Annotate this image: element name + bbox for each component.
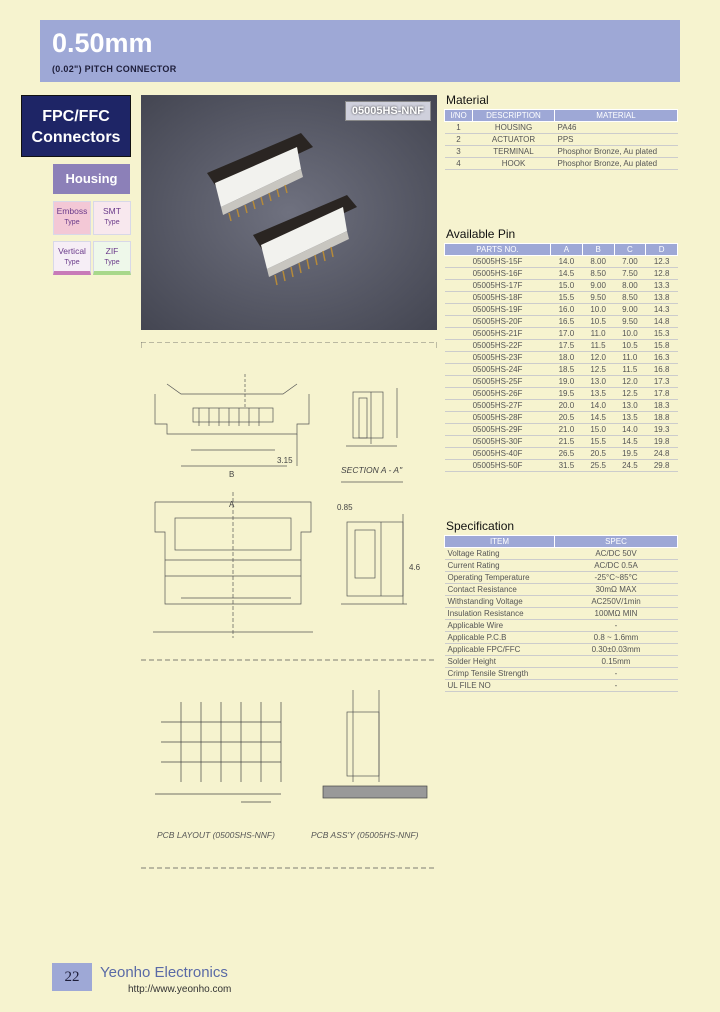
pin-row bbox=[445, 364, 678, 376]
pin-row bbox=[445, 376, 678, 388]
pin-row bbox=[445, 292, 678, 304]
spec-title: Specification bbox=[446, 519, 515, 533]
material-row bbox=[445, 158, 678, 170]
pin-col-d: D bbox=[646, 244, 678, 256]
material-body bbox=[445, 122, 678, 170]
spec-row bbox=[445, 644, 678, 656]
pin-row-cell: 8.50 bbox=[582, 268, 614, 280]
material-row-cell: 3 bbox=[445, 146, 473, 158]
spec-row-cell: Crimp Tensile Strength bbox=[445, 668, 555, 680]
pin-row-cell: 13.3 bbox=[646, 280, 678, 292]
pin-row-cell: 14.5 bbox=[582, 412, 614, 424]
pin-row-cell: 14.8 bbox=[646, 316, 678, 328]
spec-row-cell: AC250V/1min bbox=[555, 596, 678, 608]
spec-row-cell: - bbox=[555, 680, 678, 692]
pin-row-cell: 17.0 bbox=[551, 328, 583, 340]
dim-46-label: 4.6 bbox=[409, 563, 421, 572]
pin-row-cell: 8.50 bbox=[614, 292, 646, 304]
pin-row-cell: 15.3 bbox=[646, 328, 678, 340]
pin-row-cell: 7.00 bbox=[614, 256, 646, 268]
spec-col-spec: SPEC bbox=[555, 536, 678, 548]
pin-row-cell: 05005HS-20F bbox=[445, 316, 551, 328]
pin-row-cell: 12.5 bbox=[614, 388, 646, 400]
pin-row-cell: 17.8 bbox=[646, 388, 678, 400]
type-zif-label: ZIF bbox=[105, 246, 119, 256]
spec-row-cell: - bbox=[555, 668, 678, 680]
pin-row-cell: 9.50 bbox=[582, 292, 614, 304]
pin-col-c: C bbox=[614, 244, 646, 256]
dim-085-label: 0.85 bbox=[337, 503, 353, 512]
pin-row-cell: 05005HS-21F bbox=[445, 328, 551, 340]
material-col-material: MATERIAL bbox=[555, 110, 678, 122]
pin-row-cell: 05005HS-24F bbox=[445, 364, 551, 376]
pin-row bbox=[445, 268, 678, 280]
material-col-no: I/NO bbox=[445, 110, 473, 122]
spec-row bbox=[445, 608, 678, 620]
pin-row-cell: 19.5 bbox=[551, 388, 583, 400]
company-name: Yeonho Electronics bbox=[100, 964, 228, 981]
pin-row-cell: 12.0 bbox=[614, 376, 646, 388]
pin-row-cell: 21.5 bbox=[551, 436, 583, 448]
technical-drawing bbox=[141, 342, 437, 870]
material-title: Material bbox=[446, 93, 489, 107]
pin-row bbox=[445, 340, 678, 352]
spec-row-cell: 100MΩ MIN bbox=[555, 608, 678, 620]
spec-body bbox=[445, 548, 678, 692]
spec-row-cell: Operating Temperature bbox=[445, 572, 555, 584]
photo-part-label: 05005HS-NNF bbox=[345, 101, 431, 121]
pin-header-row bbox=[445, 244, 678, 256]
pin-row bbox=[445, 328, 678, 340]
dim-b-label: B bbox=[229, 470, 235, 479]
pin-row-cell: 11.0 bbox=[614, 352, 646, 364]
material-header-row bbox=[445, 110, 678, 122]
type-emboss-label: Emboss bbox=[56, 206, 88, 216]
pin-col-b: B bbox=[582, 244, 614, 256]
spec-row-cell: Applicable Wire bbox=[445, 620, 555, 632]
spec-row-cell: -25°C~85°C bbox=[555, 572, 678, 584]
spec-row-cell: Insulation Resistance bbox=[445, 608, 555, 620]
pin-row bbox=[445, 316, 678, 328]
pin-row bbox=[445, 436, 678, 448]
spec-row-cell: 0.15mm bbox=[555, 656, 678, 668]
pin-row-cell: 18.3 bbox=[646, 400, 678, 412]
pin-row-cell: 05005HS-15F bbox=[445, 256, 551, 268]
pin-row-cell: 29.8 bbox=[646, 460, 678, 472]
pin-row-cell: 13.0 bbox=[582, 376, 614, 388]
pin-row-cell: 05005HS-19F bbox=[445, 304, 551, 316]
pin-col-a: A bbox=[551, 244, 583, 256]
pin-row-cell: 9.00 bbox=[614, 304, 646, 316]
pin-row-cell: 05005HS-26F bbox=[445, 388, 551, 400]
pin-row-cell: 11.5 bbox=[582, 340, 614, 352]
pin-row bbox=[445, 304, 678, 316]
pin-row-cell: 19.3 bbox=[646, 424, 678, 436]
pin-row-cell: 15.0 bbox=[582, 424, 614, 436]
spec-row-cell: Withstanding Voltage bbox=[445, 596, 555, 608]
pin-row-cell: 05005HS-25F bbox=[445, 376, 551, 388]
pin-row-cell: 05005HS-29F bbox=[445, 424, 551, 436]
pin-row-cell: 18.5 bbox=[551, 364, 583, 376]
pin-row-cell: 15.0 bbox=[551, 280, 583, 292]
type-zif-sub: Type bbox=[104, 259, 120, 266]
pin-row-cell: 12.3 bbox=[646, 256, 678, 268]
pin-row-cell: 14.3 bbox=[646, 304, 678, 316]
spec-row bbox=[445, 668, 678, 680]
spec-row-cell: Current Rating bbox=[445, 560, 555, 572]
pin-row-cell: 20.0 bbox=[551, 400, 583, 412]
pin-row-cell: 05005HS-22F bbox=[445, 340, 551, 352]
spec-row-cell: 0.8 ~ 1.6mm bbox=[555, 632, 678, 644]
pin-row-cell: 14.5 bbox=[614, 436, 646, 448]
pin-row-cell: 13.8 bbox=[646, 292, 678, 304]
pin-row-cell: 19.8 bbox=[646, 436, 678, 448]
pin-table bbox=[444, 243, 678, 472]
pin-row bbox=[445, 448, 678, 460]
spec-row-cell: Applicable P.C.B bbox=[445, 632, 555, 644]
spec-table bbox=[444, 535, 678, 692]
drawing-svg bbox=[141, 342, 437, 870]
spec-header-row bbox=[445, 536, 678, 548]
material-row-cell: Phosphor Bronze, Au plated bbox=[555, 146, 678, 158]
type-zif-button[interactable] bbox=[93, 241, 131, 275]
type-emboss-sub: Type bbox=[64, 219, 80, 226]
dim-a-label: A bbox=[229, 500, 235, 509]
company-url[interactable]: http://www.yeonho.com bbox=[128, 984, 232, 995]
spec-row bbox=[445, 656, 678, 668]
pin-row-cell: 15.8 bbox=[646, 340, 678, 352]
pin-row-cell: 13.5 bbox=[582, 388, 614, 400]
pin-row-cell: 24.5 bbox=[614, 460, 646, 472]
material-row-cell: HOUSING bbox=[473, 122, 555, 134]
pin-row-cell: 05005HS-17F bbox=[445, 280, 551, 292]
pin-row-cell: 05005HS-50F bbox=[445, 460, 551, 472]
spec-row bbox=[445, 572, 678, 584]
spec-row-cell: AC/DC 0.5A bbox=[555, 560, 678, 572]
spec-row bbox=[445, 548, 678, 560]
pin-row-cell: 15.5 bbox=[551, 292, 583, 304]
pin-row-cell: 20.5 bbox=[582, 448, 614, 460]
pin-row-cell: 8.00 bbox=[614, 280, 646, 292]
pin-row-cell: 10.0 bbox=[614, 328, 646, 340]
pin-row-cell: 16.3 bbox=[646, 352, 678, 364]
connector-photo-image bbox=[141, 95, 437, 330]
pin-row-cell: 17.5 bbox=[551, 340, 583, 352]
pin-title: Available Pin bbox=[446, 227, 516, 241]
pin-row-cell: 05005HS-28F bbox=[445, 412, 551, 424]
pcb-layout-caption: PCB LAYOUT (0500SHS-NNF) bbox=[157, 830, 275, 840]
pin-row-cell: 10.5 bbox=[582, 316, 614, 328]
pitch-title: 0.50mm bbox=[52, 28, 153, 58]
spec-row bbox=[445, 584, 678, 596]
pin-row-cell: 17.3 bbox=[646, 376, 678, 388]
material-row bbox=[445, 134, 678, 146]
pin-row-cell: 16.0 bbox=[551, 304, 583, 316]
pin-row bbox=[445, 400, 678, 412]
pin-row bbox=[445, 460, 678, 472]
pin-row-cell: 05005HS-18F bbox=[445, 292, 551, 304]
pin-row-cell: 10.0 bbox=[582, 304, 614, 316]
pin-row-cell: 12.5 bbox=[582, 364, 614, 376]
type-emboss-button[interactable] bbox=[53, 201, 91, 235]
pin-row-cell: 9.00 bbox=[582, 280, 614, 292]
spec-row-cell: AC/DC 50V bbox=[555, 548, 678, 560]
pin-row-cell: 24.8 bbox=[646, 448, 678, 460]
pin-row-cell: 12.0 bbox=[582, 352, 614, 364]
pin-row-cell: 05005HS-40F bbox=[445, 448, 551, 460]
material-row-cell: 4 bbox=[445, 158, 473, 170]
pin-row-cell: 05005HS-27F bbox=[445, 400, 551, 412]
material-row-cell: PPS bbox=[555, 134, 678, 146]
pin-col-part: PARTS NO. bbox=[445, 244, 551, 256]
spec-row bbox=[445, 596, 678, 608]
pin-row-cell: 14.5 bbox=[551, 268, 583, 280]
pin-row-cell: 10.5 bbox=[614, 340, 646, 352]
category-line2: Connectors bbox=[31, 129, 121, 146]
pin-row-cell: 15.5 bbox=[582, 436, 614, 448]
spec-row-cell: 30mΩ MAX bbox=[555, 584, 678, 596]
spec-row bbox=[445, 620, 678, 632]
pitch-subtitle: (0.02") PITCH CONNECTOR bbox=[52, 64, 177, 74]
type-vertical-label: Vertical bbox=[58, 246, 86, 256]
pin-row-cell: 25.5 bbox=[582, 460, 614, 472]
pcb-assy-caption: PCB ASS'Y (05005HS-NNF) bbox=[311, 830, 419, 840]
spec-row-cell: Contact Resistance bbox=[445, 584, 555, 596]
material-row bbox=[445, 146, 678, 158]
spec-row-cell: Voltage Rating bbox=[445, 548, 555, 560]
material-row-cell: 2 bbox=[445, 134, 473, 146]
material-row-cell: PA46 bbox=[555, 122, 678, 134]
pin-row-cell: 21.0 bbox=[551, 424, 583, 436]
type-smt-sub: Type bbox=[104, 219, 120, 226]
pin-row-cell: 18.8 bbox=[646, 412, 678, 424]
pin-row-cell: 11.0 bbox=[582, 328, 614, 340]
material-row bbox=[445, 122, 678, 134]
pin-row-cell: 16.5 bbox=[551, 316, 583, 328]
pin-row-cell: 18.0 bbox=[551, 352, 583, 364]
pin-row-cell: 20.5 bbox=[551, 412, 583, 424]
pin-row-cell: 05005HS-16F bbox=[445, 268, 551, 280]
pin-row-cell: 8.00 bbox=[582, 256, 614, 268]
category-box bbox=[21, 95, 131, 157]
section-label: SECTION A - A" bbox=[341, 465, 403, 475]
type-smt-label: SMT bbox=[103, 206, 121, 216]
spec-row-cell: 0.30±0.03mm bbox=[555, 644, 678, 656]
housing-label[interactable]: Housing bbox=[53, 164, 130, 194]
pin-row-cell: 7.50 bbox=[614, 268, 646, 280]
pin-body bbox=[445, 256, 678, 472]
pin-row bbox=[445, 412, 678, 424]
pin-row-cell: 26.5 bbox=[551, 448, 583, 460]
material-col-desc: DESCRIPTION bbox=[473, 110, 555, 122]
material-row-cell: 1 bbox=[445, 122, 473, 134]
pin-row bbox=[445, 388, 678, 400]
pin-row-cell: 13.5 bbox=[614, 412, 646, 424]
pin-row-cell: 05005HS-30F bbox=[445, 436, 551, 448]
pin-row-cell: 14.0 bbox=[582, 400, 614, 412]
page-header bbox=[40, 20, 680, 82]
type-vertical-button[interactable] bbox=[53, 241, 91, 275]
spec-row bbox=[445, 632, 678, 644]
spec-col-item: ITEM bbox=[445, 536, 555, 548]
material-row-cell: ACTUATOR bbox=[473, 134, 555, 146]
material-row-cell: TERMINAL bbox=[473, 146, 555, 158]
pin-row-cell: 14.0 bbox=[551, 256, 583, 268]
pin-row-cell: 11.5 bbox=[614, 364, 646, 376]
pin-row bbox=[445, 352, 678, 364]
pin-row-cell: 14.0 bbox=[614, 424, 646, 436]
type-vertical-sub: Type bbox=[64, 259, 80, 266]
spec-row bbox=[445, 560, 678, 572]
spec-row-cell: Applicable FPC/FFC bbox=[445, 644, 555, 656]
type-smt-button[interactable] bbox=[93, 201, 131, 235]
pin-row-cell: 19.5 bbox=[614, 448, 646, 460]
pin-row-cell: 13.0 bbox=[614, 400, 646, 412]
pin-row-cell: 19.0 bbox=[551, 376, 583, 388]
pin-row-cell: 9.50 bbox=[614, 316, 646, 328]
pin-row-cell: 31.5 bbox=[551, 460, 583, 472]
material-table bbox=[444, 109, 678, 170]
spec-row-cell: UL FILE NO bbox=[445, 680, 555, 692]
pin-row bbox=[445, 256, 678, 268]
dim-315-label: 3.15 bbox=[277, 456, 293, 465]
pin-row-cell: 16.8 bbox=[646, 364, 678, 376]
pin-row bbox=[445, 424, 678, 436]
spec-row-cell: Solder Height bbox=[445, 656, 555, 668]
product-photo bbox=[141, 95, 437, 330]
spec-row bbox=[445, 680, 678, 692]
category-line1: FPC/FFC bbox=[42, 108, 110, 125]
material-row-cell: HOOK bbox=[473, 158, 555, 170]
page-number: 22 bbox=[52, 963, 92, 991]
spec-row-cell: - bbox=[555, 620, 678, 632]
pin-row-cell: 05005HS-23F bbox=[445, 352, 551, 364]
pin-row bbox=[445, 280, 678, 292]
material-row-cell: Phosphor Bronze, Au plated bbox=[555, 158, 678, 170]
pin-row-cell: 12.8 bbox=[646, 268, 678, 280]
